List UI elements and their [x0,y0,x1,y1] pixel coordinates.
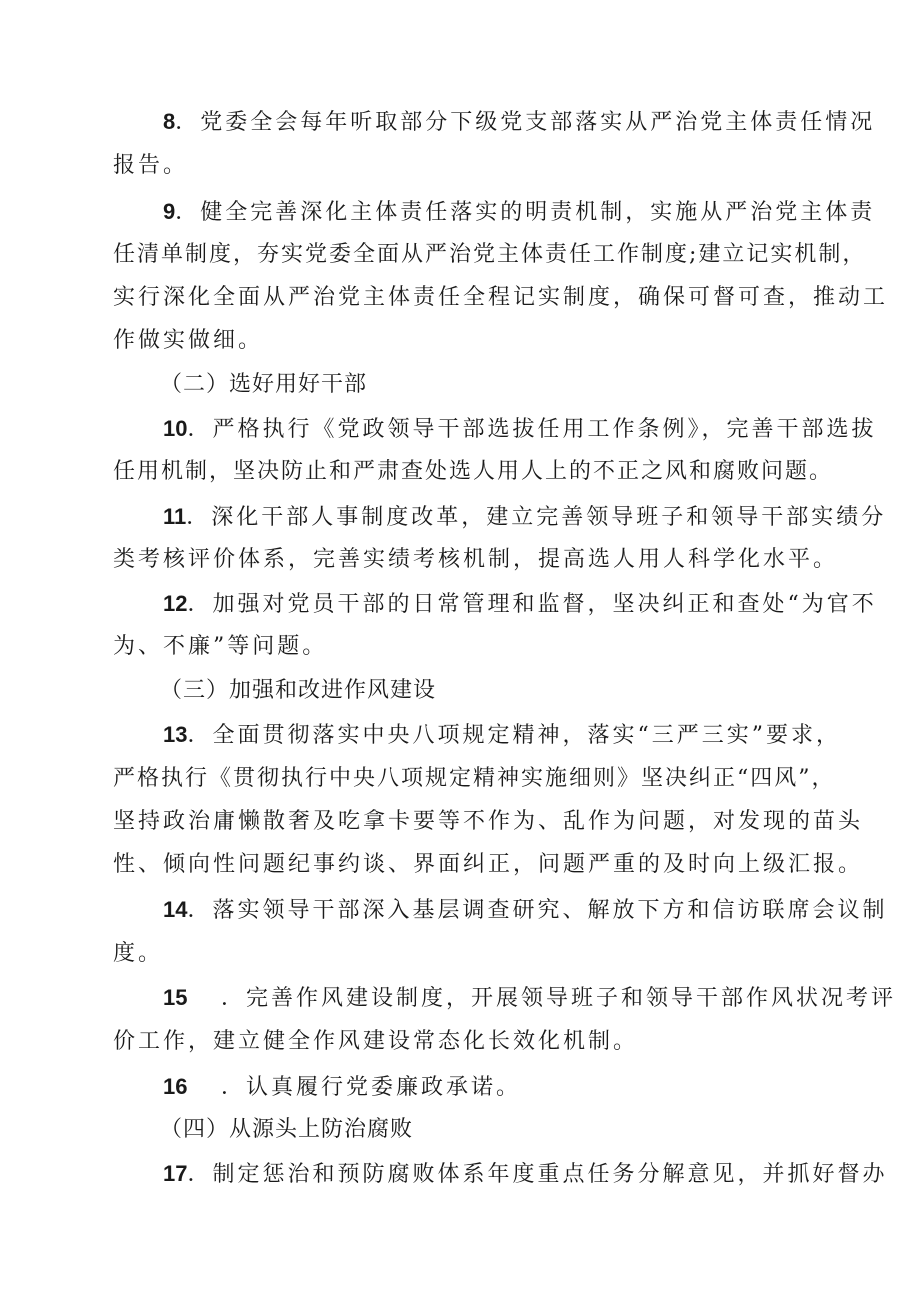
section-heading: （三）加强和改进作风建设 [160,678,437,703]
paragraph-text: ．制定惩治和预防腐败体系年度重点任务分解意见，并抓好督办 [187,1162,888,1187]
paragraph-line [163,197,875,228]
paragraph-line: 作做实做细。 [113,328,264,353]
item-number: 10 [163,416,188,441]
section-heading: （二）选好用好干部 [160,372,368,397]
item-number: 12 [163,591,188,616]
paragraph-line: 为、不廉”等问题。 [113,634,328,659]
item-number: 13 [163,722,188,747]
paragraph-line [163,589,877,620]
paragraph-line: 任用机制，坚决防止和严肃查处选人用人上的不正之风和腐败问题。 [113,459,834,484]
paragraph-text: ．完善作风建设制度，开展领导班子和领导干部作风状况考评 [221,986,897,1011]
paragraph-text: ．严格执行《党政领导干部选拔任用工作条例》，完善干部选拔 [187,417,877,442]
item-number: 9 [163,199,176,224]
item-number: 14 [163,897,188,922]
paragraph-line: 严格执行《贯彻执行中央八项规定精神实施细则》坚决纠正“四风”， [113,766,836,791]
section-heading: （四）从源头上防治腐败 [160,1117,414,1142]
paragraph-line [163,895,888,926]
paragraph-line [163,107,875,138]
paragraph-line [163,1159,888,1190]
paragraph-line: 任清单制度，夯实党委全面从严治党主体责任工作制度;建立记实机制， [113,242,867,267]
paragraph-line [163,414,877,445]
item-number: 8 [163,109,176,134]
item-number: 11 [163,504,187,529]
item-number: 16 [163,1074,188,1099]
paragraph-text: ．加强对党员干部的日常管理和监督，坚决纠正和查处“为官不 [187,592,877,617]
paragraph-line: 实行深化全面从严治党主体责任全程记实制度，确保可督可查，推动工 [113,285,889,310]
paragraph-text: ．党委全会每年听取部分下级党支部落实从严治党主体责任情况 [175,110,876,135]
paragraph-line: 价工作，建立健全作风建设常态化长效化机制。 [113,1029,639,1054]
paragraph-text: ．健全完善深化主体责任落实的明责机制，实施从严治党主体责 [175,200,876,225]
item-number: 15 [163,985,188,1010]
paragraph-line: 报告。 [113,153,189,178]
paragraph-line [163,983,896,1014]
paragraph-text: ．落实领导干部深入基层调查研究、解放下方和信访联席会议制 [187,898,888,923]
paragraph-line: 坚持政治庸懒散奢及吃拿卡要等不作为、乱作为问题，对发现的苗头 [113,809,864,834]
item-number: 17 [163,1161,188,1186]
paragraph-line [163,720,841,751]
paragraph-text: ．认真履行党委廉政承诺。 [221,1075,522,1100]
paragraph-text: ．深化干部人事制度改革，建立完善领导班子和领导干部实绩分 [186,505,887,530]
paragraph-line [163,502,886,533]
paragraph-line [163,1072,521,1103]
paragraph-line: 性、倾向性问题纪事约谈、界面纠正，问题严重的及时向上级汇报。 [113,852,864,877]
paragraph-line: 类考核评价体系，完善实绩考核机制，提高选人用人科学化水平。 [113,547,839,572]
paragraph-text: ．全面贯彻落实中央八项规定精神，落实“三严三实”要求， [187,723,841,748]
paragraph-line: 度。 [113,941,164,966]
